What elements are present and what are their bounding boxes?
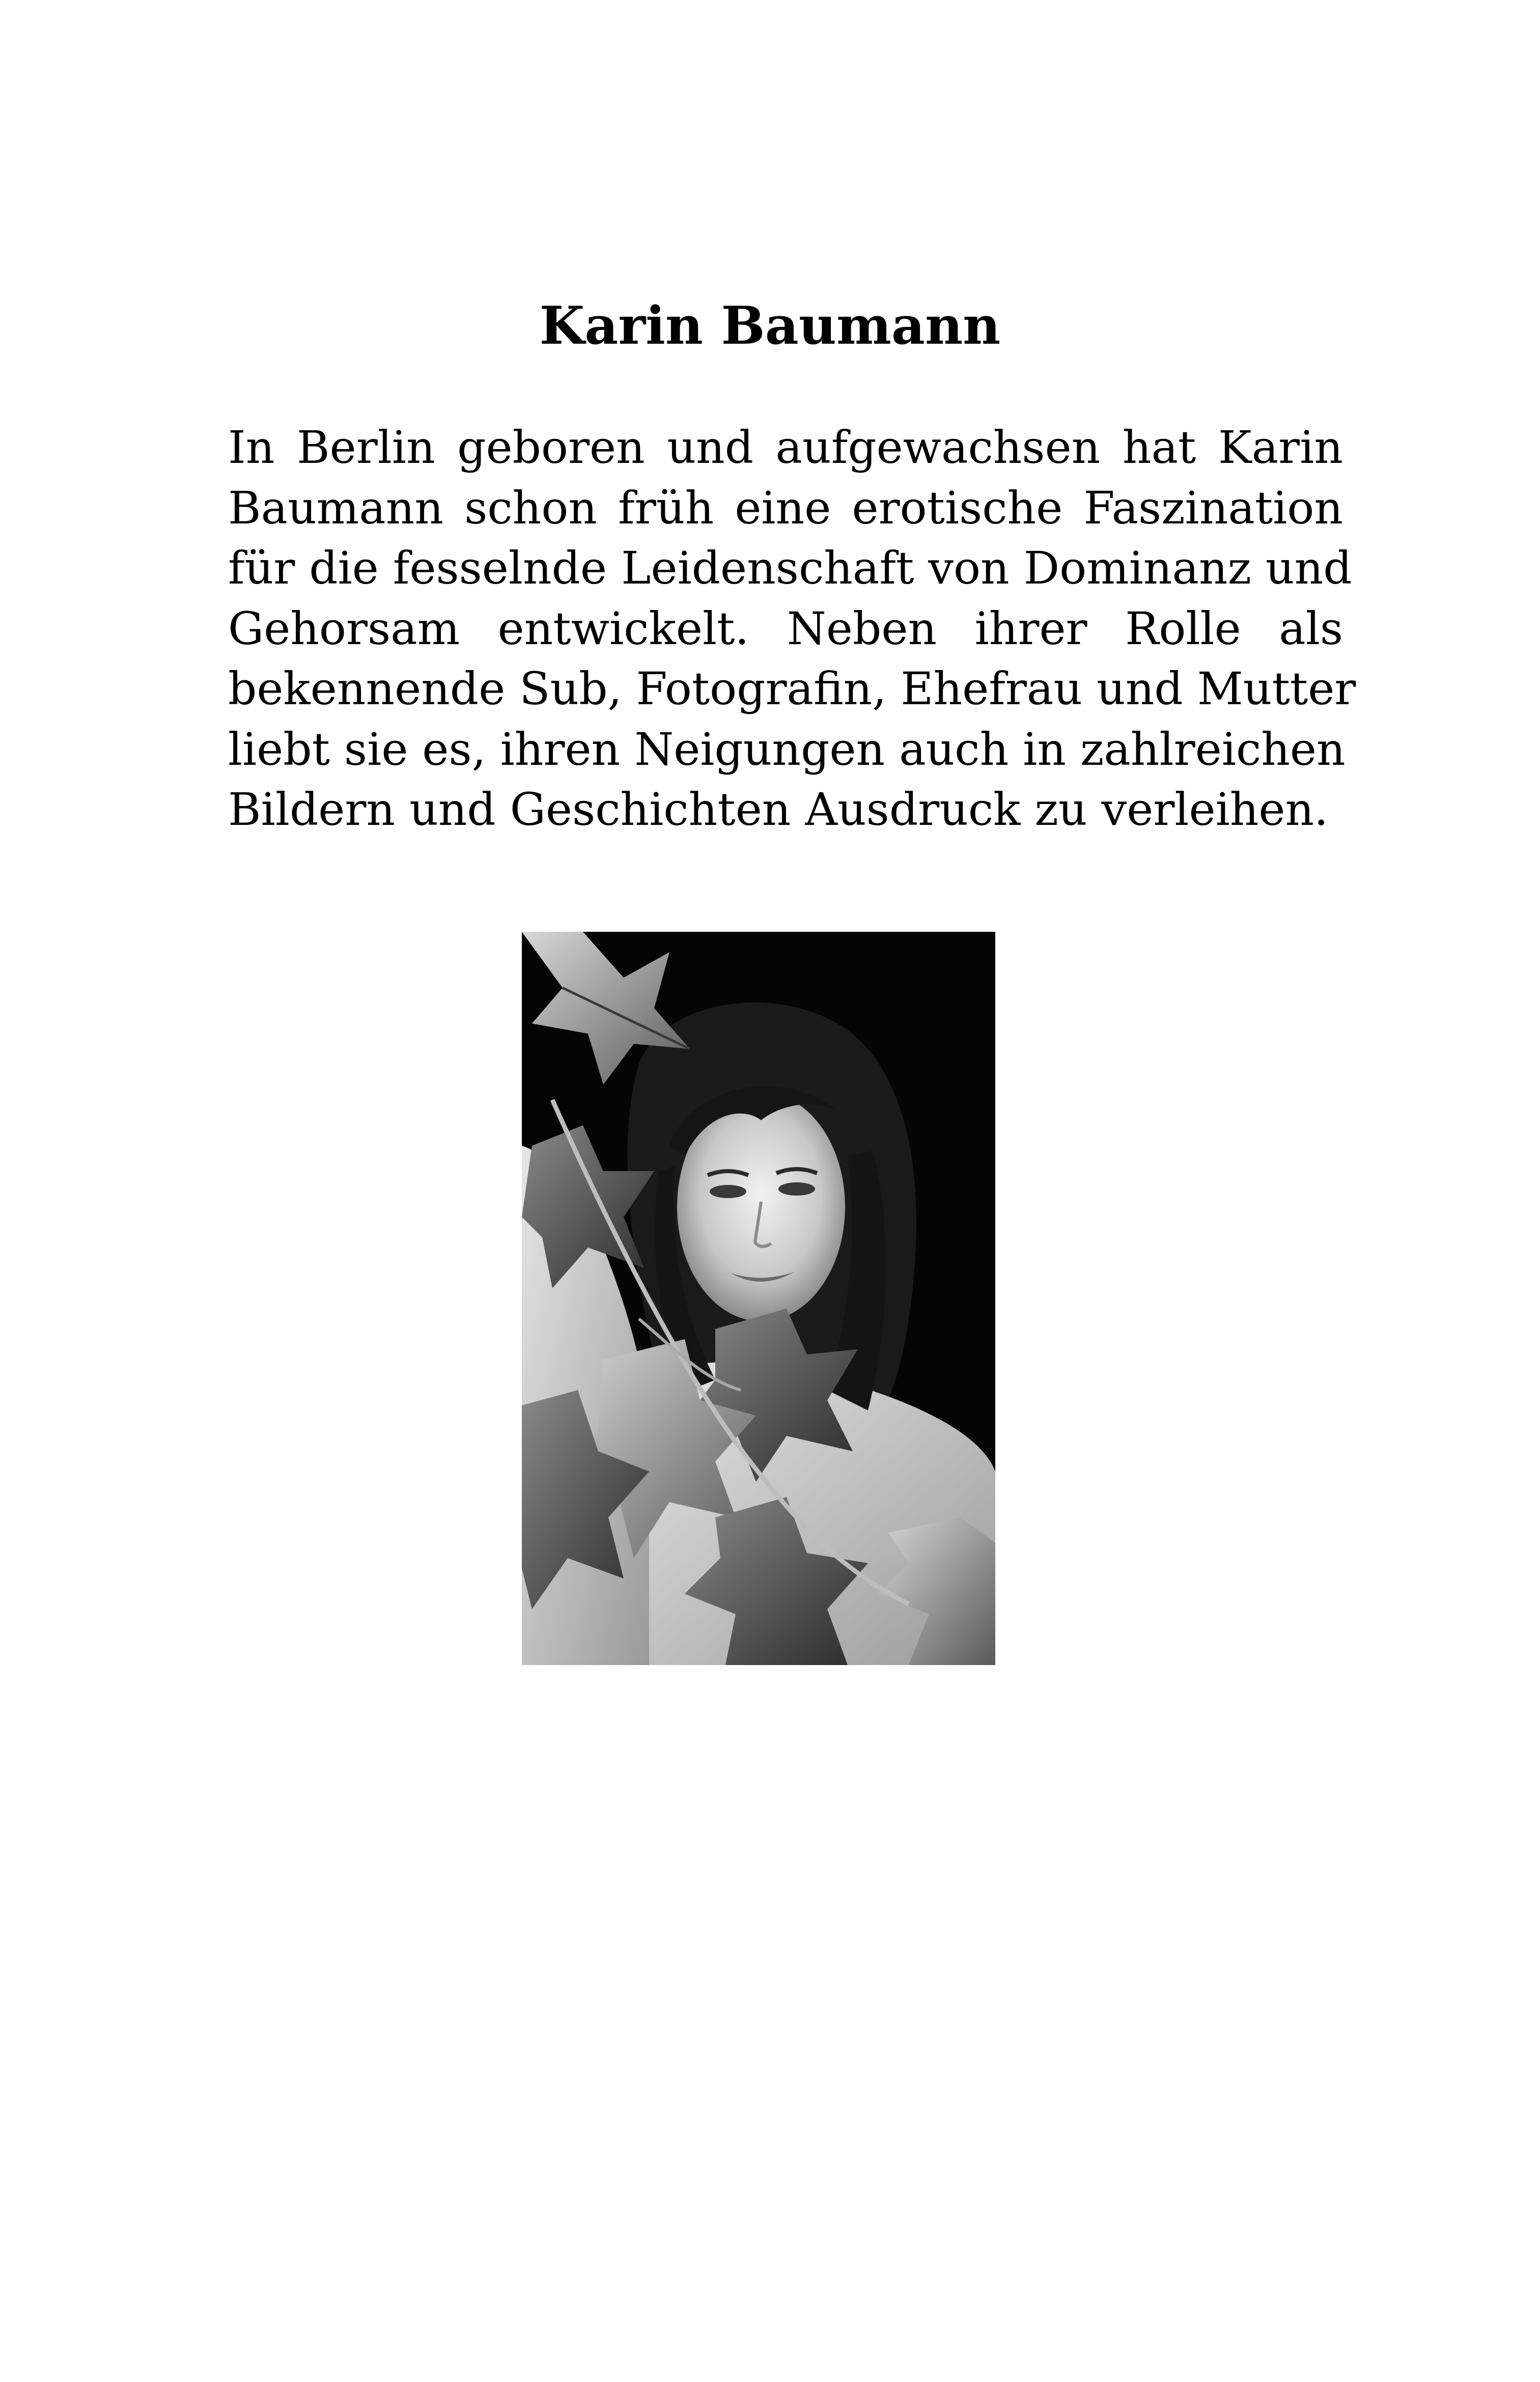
bio-line: In Berlin geboren und aufgewachsen hat Karin (228, 421, 1343, 474)
bio-line: liebt sie es, ihren Neigungen auch in zahlreichen (228, 723, 1346, 775)
portrait-illustration (522, 932, 995, 1665)
bio-line: Baumann schon früh eine erotische Faszination (228, 481, 1343, 534)
author-biography (228, 418, 1356, 840)
bio-line: bekennende Sub, Fotografin, Ehefrau und Mutter (228, 662, 1356, 715)
bio-line: für die fesselnde Leidenschaft von Dominanz und (228, 542, 1352, 594)
author-portrait-photo (522, 932, 995, 1665)
bio-line: Bildern und Geschichten Ausdruck zu verleihen. (228, 783, 1329, 836)
author-name-heading: Karin Baumann (539, 295, 1001, 356)
bio-line: Gehorsam entwickelt. Neben ihrer Rolle als (228, 602, 1343, 655)
